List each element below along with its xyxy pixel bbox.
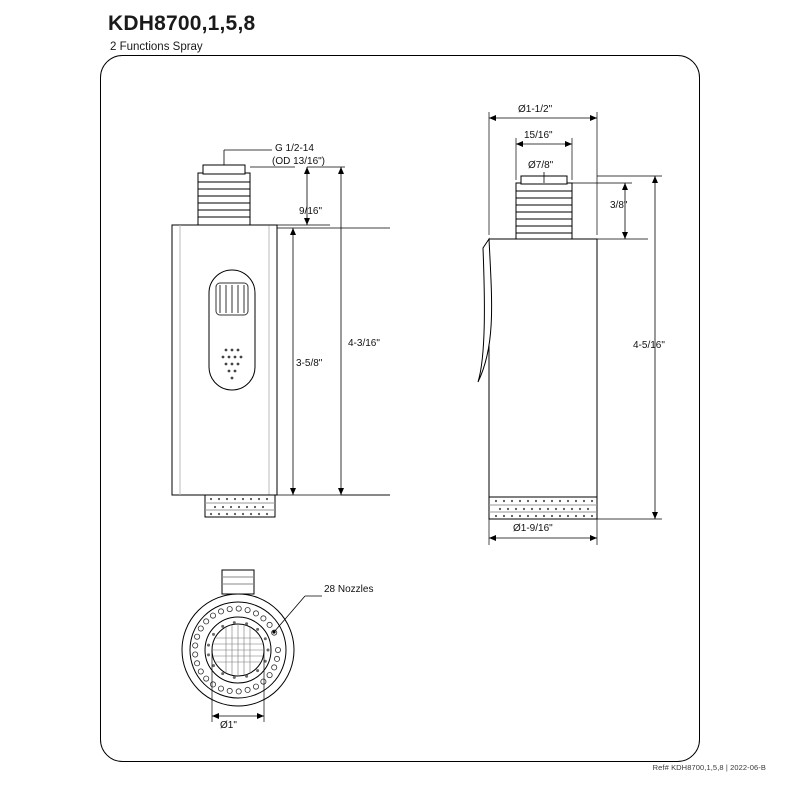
front-thread-leader <box>224 150 272 165</box>
label-side-dim-15-16: 15/16" <box>524 130 553 141</box>
bottom-stem <box>222 570 254 594</box>
label-bottom-dim-d1: Ø1" <box>220 720 237 731</box>
label-front-dim-3-5-8: 3-5/8" <box>296 358 323 369</box>
front-view <box>172 150 390 517</box>
page-subtitle: 2 Functions Spray <box>110 41 203 53</box>
side-body <box>489 239 597 497</box>
label-thread-spec-line1: G 1/2-14 <box>275 143 314 154</box>
side-dim-d1-9-16 <box>489 535 597 541</box>
front-thread-top <box>203 165 245 174</box>
page-title: KDH8700,1,5,8 <box>108 12 256 35</box>
side-view <box>478 112 662 545</box>
front-spray-face <box>205 495 275 517</box>
bottom-view <box>182 570 322 722</box>
label-front-dim-9-16: 9/16" <box>299 206 323 217</box>
label-side-dim-d7-8: Ø7/8" <box>528 160 554 171</box>
label-side-dim-4-5-16: 4-5/16" <box>633 340 665 351</box>
label-front-dim-4-3-16: 4-3/16" <box>348 338 380 349</box>
label-side-dim-3-8: 3/8" <box>610 200 628 211</box>
label-side-dim-d1-1-2: Ø1-1/2" <box>518 104 553 115</box>
label-bottom-nozzles: 28 Nozzles <box>324 584 374 595</box>
drawing-reference-footer: Ref# KDH8700,1,5,8 | 2022-06-B <box>652 763 766 772</box>
label-thread-spec-line2: (OD 13/16") <box>272 156 326 167</box>
label-side-dim-d1-9-16: Ø1-9/16" <box>513 523 553 534</box>
